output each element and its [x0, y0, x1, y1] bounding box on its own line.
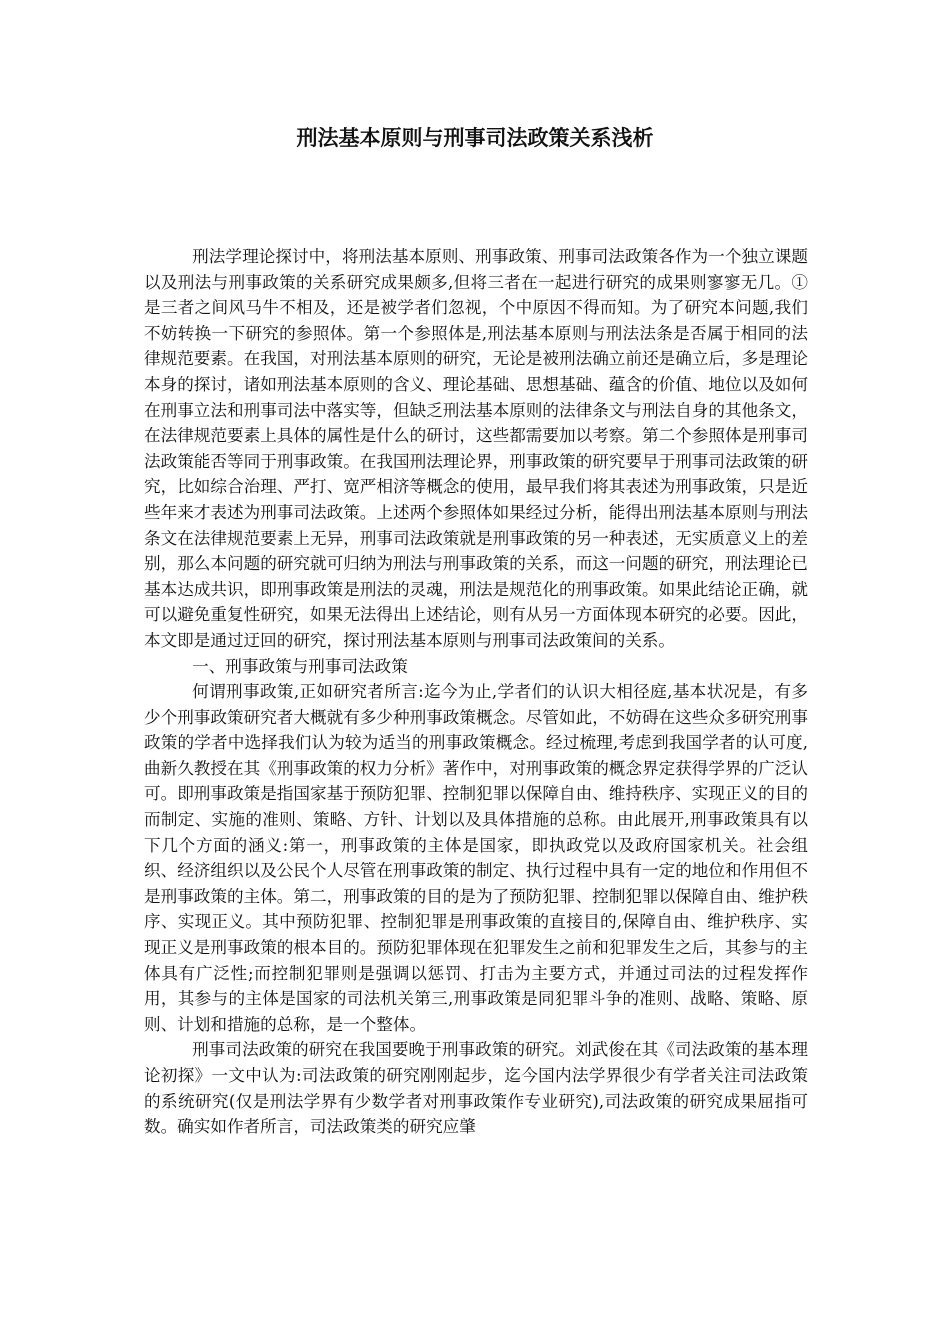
document-title: 刑法基本原则与刑事司法政策关系浅析	[296, 126, 654, 150]
document-body	[144, 244, 808, 1140]
body-paragraph: 刑事司法政策的研究在我国要晚于刑事政策的研究。刘武俊在其《司法政策的基本理论初探》一文中认为:司法政策的研究刚刚起步，迄今国内法学界很少有学者关注司法政策的系统研究(仅是刑法学界有少数学者对刑事政策作专业研究),司法政策的研究成果屈指可数。确实如作者所言，司法政策类的研究应肇	[144, 1040, 808, 1137]
section-heading: 一、刑事政策与刑事司法政策	[192, 656, 408, 676]
body-paragraph: 何谓刑事政策,正如研究者所言:迄今为止,学者们的认识大相径庭,基本状况是，有多少个刑事政策研究者大概就有多少种刑事政策概念。尽管如此，不妨碍在这些众多研究刑事政策的学者中选择我们认为较为适当的刑事政策概念。经过梳理,考虑到我国学者的认可度,曲新久教授在其《刑事政策的权力分析》著作中，对刑事政策的概念界定获得学界的广泛认可。即刑事政策是指国家基于预防犯罪、控制犯罪以保障自由、维持秩序、实现正义的目的而制定、实施的准则、策略、方针、计划以及具体措施的总称。由此展开,刑事政策具有以下几个方面的涵义:第一，刑事政策的主体是国家，即执政党以及政府国家机关。社会组织、经济组织以及公民个人尽管在刑事政策的制定、执行过程中具有一定的地位和作用但不是刑事政策的主体。第二，刑事政策的目的是为了预防犯罪、控制犯罪以保障自由、维护秩序、实现正义。其中预防犯罪、控制犯罪是刑事政策的直接目的,保障自由、维护秩序、实现正义是刑事政策的根本目的。预防犯罪体现在犯罪发生之前和犯罪发生之后，其参与的主体具有广泛性;而控制犯罪则是强调以惩罚、打击为主要方式，并通过司法的过程发挥作用，其参与的主体是国家的司法机关第三,刑事政策是同犯罪斗争的准则、战略、策略、原则、计划和措施的总称，是一个整体。	[144, 682, 808, 1034]
body-paragraph: 刑法学理论探讨中，将刑法基本原则、刑事政策、刑事司法政策各作为一个独立课题以及刑法与刑事政策的关系研究成果颇多,但将三者在一起进行研究的成果则寥寥无几。①是三者之间风马牛不相及，还是被学者们忽视，个中原因不得而知。为了研究本问题,我们不妨转换一下研究的参照体。第一个参照体是,刑法基本原则与刑法法条是否属于相同的法律规范要素。在我国，对刑法基本原则的研究，无论是被刑法确立前还是确立后，多是理论本身的探讨，诸如刑法基本原则的含义、理论基础、思想基础、蕴含的价值、地位以及如何在刑事立法和刑事司法中落实等，但缺乏刑法基本原则的法律条文与刑法自身的其他条文，在法律规范要素上具体的属性是什么的研讨，这些都需要加以考察。第二个参照体是刑事司法政策能否等同于刑事政策。在我国刑法理论界，刑事政策的研究要早于刑事司法政策的研究，比如综合治理、严打、宽严相济等概念的使用，最早我们将其表述为刑事政策，只是近些年来才表述为刑事司法政策。上述两个参照体如果经过分析，能得出刑法基本原则与刑法条文在法律规范要素上无异，刑事司法政策就是刑事政策的另一种表述，无实质意义上的差别，那么本问题的研究就可归纳为刑法与刑事政策的关系，而这一问题的研究，刑法理论已基本达成共识，即刑事政策是刑法的灵魂，刑法是规范化的刑事政策。如果此结论正确，就可以避免重复性研究，如果无法得出上述结论，则有从另一方面体现本研究的必要。因此，本文即是通过迂回的研究，探讨刑法基本原则与刑事司法政策间的关系。	[144, 247, 808, 650]
